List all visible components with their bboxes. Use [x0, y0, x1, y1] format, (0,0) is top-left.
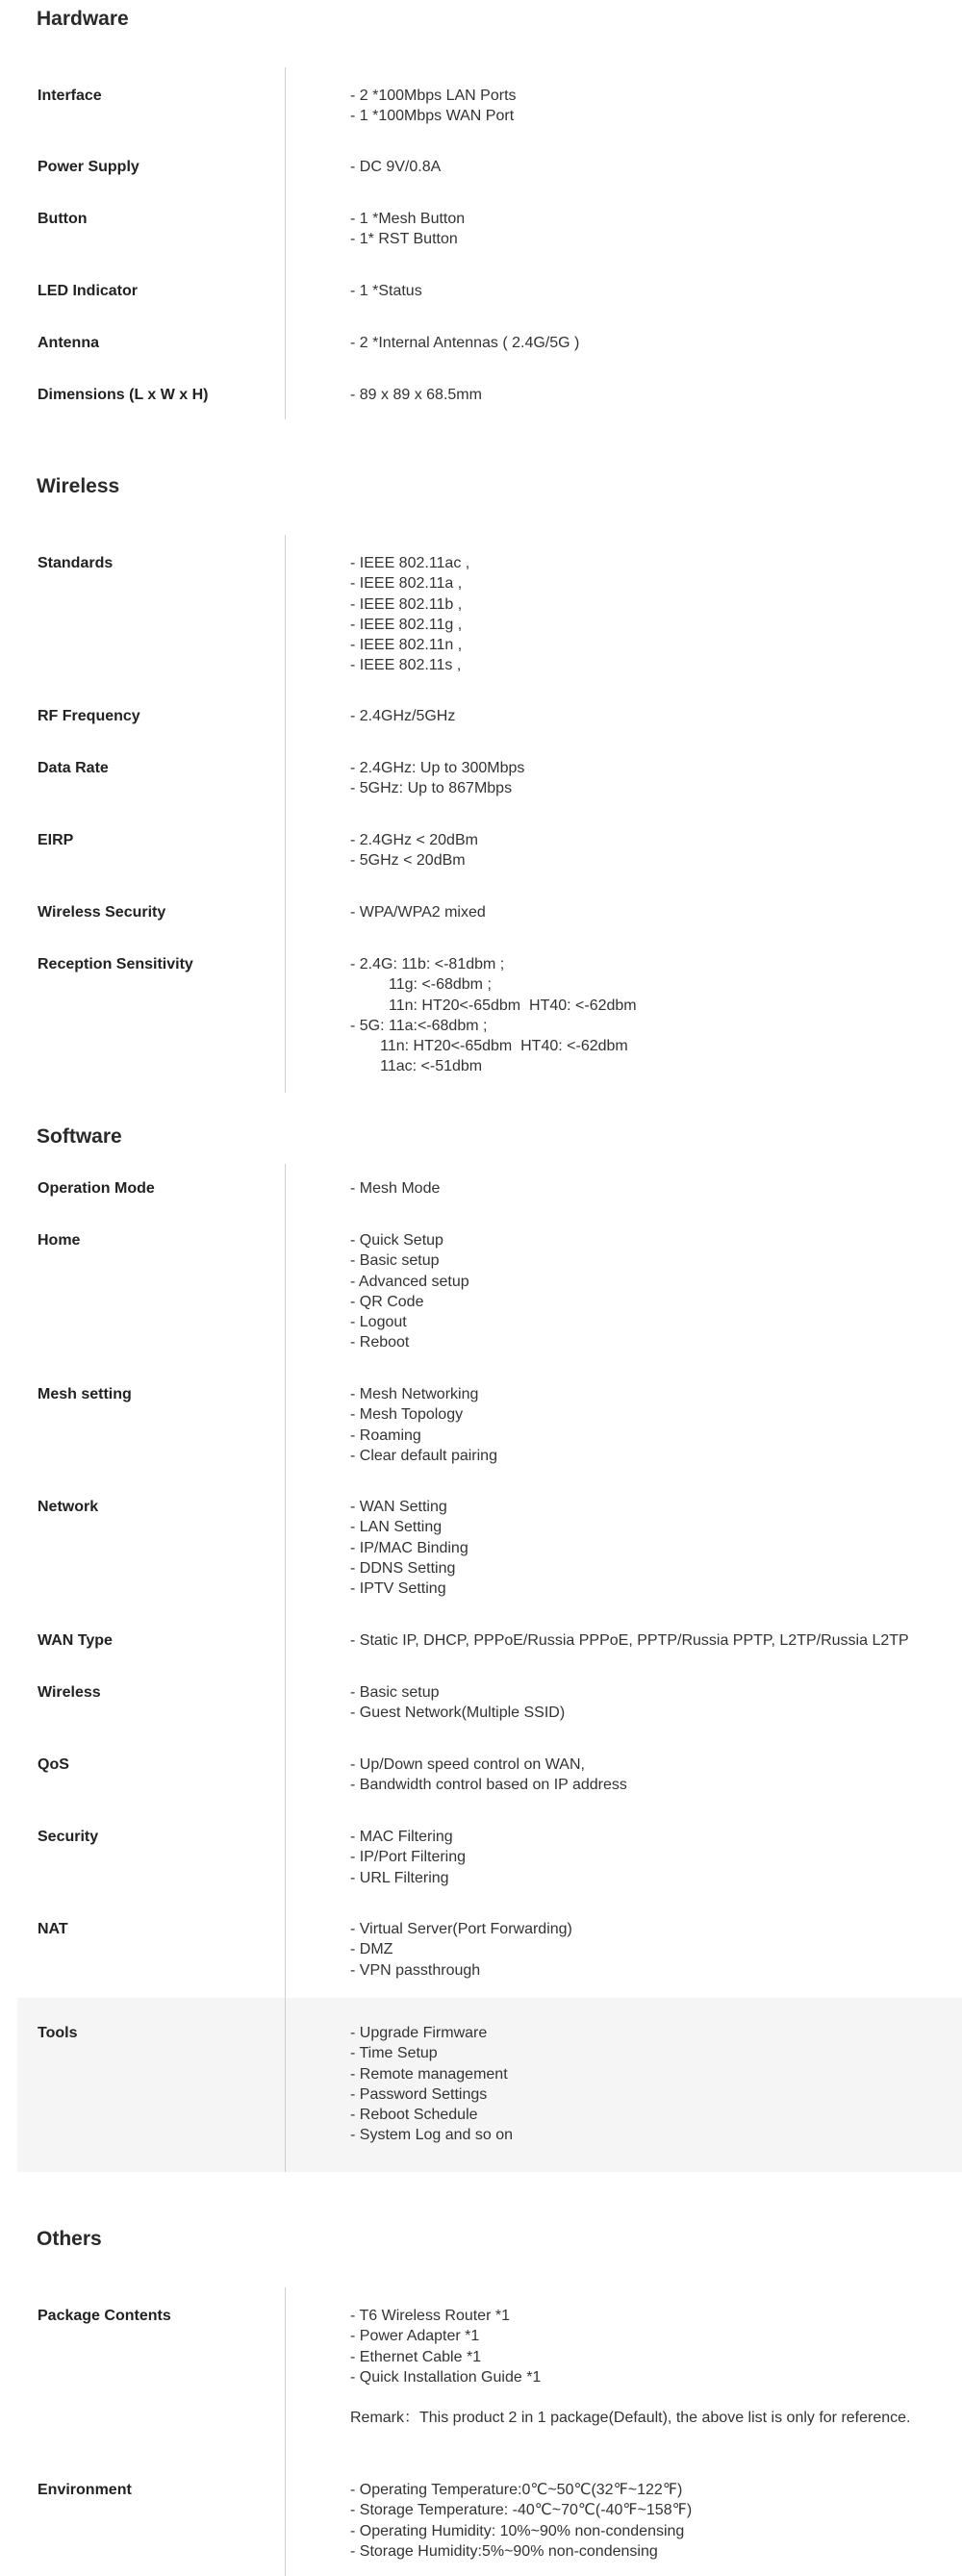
- spec-values: [350, 1919, 572, 1981]
- spec-label: Reception Sensitivity: [38, 956, 193, 972]
- spec-value: - WPA/WPA2 mixed: [350, 904, 486, 921]
- spec-value: - Bandwidth control based on IP address: [350, 1777, 627, 1794]
- spec-value-spacer: [350, 2387, 911, 2408]
- spec-value: - Mesh Networking: [350, 1386, 479, 1402]
- spec-value: - VPN passthrough: [350, 1961, 481, 1979]
- column-divider: [285, 1164, 286, 1998]
- spec-values: [350, 385, 482, 405]
- section-title-software: Software: [37, 1125, 122, 1148]
- section-title-hardware: Hardware: [37, 8, 129, 30]
- spec-values: [350, 209, 465, 250]
- spec-value: - URL Filtering: [350, 1869, 449, 1886]
- spec-value: - Logout: [350, 1314, 407, 1331]
- spec-values: [350, 86, 517, 127]
- spec-value: 11n: HT20<-65dbm HT40: <-62dbm: [350, 997, 637, 1014]
- spec-values: [350, 1178, 440, 1199]
- spec-value: - 1 *100Mbps WAN Port: [350, 108, 515, 125]
- spec-values: [350, 706, 455, 726]
- spec-label: Wireless Security: [38, 904, 166, 921]
- spec-values: [350, 2023, 513, 2146]
- spec-values: [350, 1682, 565, 1724]
- spec-value: - Operating Temperature:0℃~50℃(32℉~122℉): [350, 2482, 683, 2498]
- spec-label: QoS: [38, 1756, 69, 1773]
- spec-label: Antenna: [38, 335, 99, 351]
- hardware-spec-table: [17, 67, 962, 419]
- spec-value: - Remote management: [350, 2065, 508, 2083]
- spec-label: Security: [38, 1829, 99, 1845]
- spec-value: - IP/MAC Binding: [350, 1539, 468, 1556]
- spec-value: - 2 *Internal Antennas ( 2.4G/5G ): [350, 335, 580, 351]
- spec-value: - Ethernet Cable *1: [350, 2348, 482, 2365]
- spec-value: - Reboot: [350, 1334, 410, 1351]
- spec-value: - Up/Down speed control on WAN,: [350, 1756, 585, 1773]
- column-divider: [285, 1998, 286, 2172]
- spec-value: - IEEE 802.11a ,: [350, 575, 463, 593]
- spec-value: - System Log and so on: [350, 2127, 513, 2144]
- spec-value: - Quick Installation Guide *1: [350, 2368, 542, 2386]
- spec-values: [350, 553, 469, 676]
- spec-value: - 2 *100Mbps LAN Ports: [350, 88, 517, 104]
- spec-values: [350, 758, 524, 799]
- spec-value: - 5GHz < 20dBm: [350, 852, 466, 870]
- spec-value: - 2.4GHz: Up to 300Mbps: [350, 760, 525, 776]
- spec-label: Power Supply: [38, 159, 139, 175]
- spec-value: - Time Setup: [350, 2045, 438, 2062]
- section-title-wireless: Wireless: [37, 475, 120, 497]
- spec-label: Operation Mode: [38, 1180, 155, 1197]
- spec-values: [350, 157, 441, 177]
- spec-remark: Remark：This product 2 in 1 package(Default), the above list is only for reference.: [350, 2410, 911, 2427]
- spec-value: - Operating Humidity: 10%~90% non-condensing: [350, 2522, 685, 2539]
- spec-value: - Storage Humidity:5%~90% non-condensing: [350, 2542, 658, 2560]
- spec-value: - Mesh Topology: [350, 1406, 464, 1424]
- wireless-spec-table: [17, 535, 962, 1093]
- spec-value: - Basic setup: [350, 1252, 440, 1270]
- spec-value: - Clear default pairing: [350, 1447, 497, 1464]
- spec-label: Environment: [38, 2482, 132, 2498]
- spec-label: Interface: [38, 88, 102, 104]
- spec-value: - DC 9V/0.8A: [350, 159, 442, 175]
- spec-values: [350, 1755, 627, 1796]
- spec-value: - DDNS Setting: [350, 1559, 456, 1577]
- spec-value: - IP/Port Filtering: [350, 1849, 467, 1866]
- spec-values: [350, 902, 486, 922]
- spec-value: - 2.4G: 11b: <-81dbm ;: [350, 956, 505, 972]
- spec-label: Wireless: [38, 1684, 101, 1701]
- spec-values: [350, 1230, 469, 1353]
- spec-value: - IEEE 802.11g ,: [350, 616, 463, 633]
- spec-value: - WAN Setting: [350, 1499, 447, 1515]
- column-divider: [285, 2287, 286, 2576]
- spec-values: [350, 954, 637, 1077]
- spec-value: - Roaming: [350, 1427, 421, 1444]
- spec-label: EIRP: [38, 832, 74, 848]
- spec-value: - Advanced setup: [350, 1273, 469, 1290]
- spec-values: [350, 2306, 911, 2428]
- spec-value: - 1* RST Button: [350, 231, 458, 248]
- spec-label: Mesh setting: [38, 1386, 132, 1402]
- spec-value: - 1 *Status: [350, 283, 422, 299]
- spec-value: - 5GHz: Up to 867Mbps: [350, 780, 513, 797]
- spec-values: [350, 333, 579, 353]
- spec-value: - Basic setup: [350, 1684, 440, 1701]
- spec-value: - IEEE 802.11ac ,: [350, 555, 470, 571]
- others-spec-table: [17, 2287, 962, 2576]
- spec-label: Data Rate: [38, 760, 109, 776]
- spec-label: NAT: [38, 1921, 68, 1937]
- spec-value: - Reboot Schedule: [350, 2107, 478, 2124]
- software-spec-table-tools: [17, 1998, 962, 2172]
- spec-value: - 89 x 89 x 68.5mm: [350, 387, 482, 403]
- spec-label: Standards: [38, 555, 114, 571]
- spec-value: - Password Settings: [350, 2085, 488, 2103]
- spec-label: Package Contents: [38, 2308, 171, 2324]
- spec-value: - Quick Setup: [350, 1232, 443, 1249]
- software-spec-table: [17, 1164, 962, 1998]
- spec-value: - IEEE 802.11b ,: [350, 595, 463, 613]
- spec-value: - QR Code: [350, 1293, 424, 1310]
- spec-label: Network: [38, 1499, 99, 1515]
- spec-value: - Power Adapter *1: [350, 2328, 480, 2345]
- spec-value: - 2.4GHz/5GHz: [350, 708, 456, 724]
- spec-label: RF Frequency: [38, 708, 140, 724]
- spec-values: [350, 281, 422, 301]
- spec-value: 11ac: <-51dbm: [350, 1058, 483, 1075]
- section-title-others: Others: [37, 2228, 102, 2250]
- spec-value: - Virtual Server(Port Forwarding): [350, 1921, 572, 1937]
- spec-value: - Mesh Mode: [350, 1180, 441, 1197]
- spec-label: Button: [38, 211, 88, 227]
- spec-value: - IEEE 802.11n ,: [350, 637, 463, 654]
- spec-value: - Static IP, DHCP, PPPoE/Russia PPPoE, PPTP/Russia PPTP, L2TP/Russia L2TP: [350, 1632, 909, 1649]
- spec-values: [350, 2480, 692, 2562]
- spec-label: Dimensions (L x W x H): [38, 387, 209, 403]
- spec-value: - MAC Filtering: [350, 1829, 453, 1845]
- spec-values: [350, 1630, 909, 1651]
- column-divider: [285, 67, 286, 419]
- spec-value: - IEEE 802.11s ,: [350, 657, 462, 674]
- spec-value: 11n: HT20<-65dbm HT40: <-62dbm: [350, 1038, 628, 1055]
- column-divider: [285, 535, 286, 1093]
- spec-value: - 1 *Mesh Button: [350, 211, 466, 227]
- spec-values: [350, 1827, 466, 1888]
- spec-value: - T6 Wireless Router *1: [350, 2308, 510, 2324]
- spec-values: [350, 1497, 468, 1599]
- spec-label: LED Indicator: [38, 283, 139, 299]
- spec-value: - IPTV Setting: [350, 1580, 446, 1598]
- spec-values: [350, 1384, 497, 1466]
- spec-value: - Upgrade Firmware: [350, 2025, 488, 2041]
- spec-value: - Storage Temperature: -40℃~70℃(-40℉~158℉): [350, 2502, 693, 2519]
- spec-value: - DMZ: [350, 1941, 393, 1958]
- spec-value: 11g: <-68dbm ;: [350, 976, 492, 994]
- spec-value: - Guest Network(Multiple SSID): [350, 1705, 566, 1722]
- spec-label: Home: [38, 1232, 81, 1249]
- spec-label: WAN Type: [38, 1632, 113, 1649]
- spec-value: - LAN Setting: [350, 1519, 443, 1536]
- spec-value: - 2.4GHz < 20dBm: [350, 832, 478, 848]
- spec-label: Tools: [38, 2025, 78, 2041]
- spec-value: - 5G: 11a:<-68dbm ;: [350, 1017, 488, 1034]
- spec-values: [350, 830, 478, 871]
